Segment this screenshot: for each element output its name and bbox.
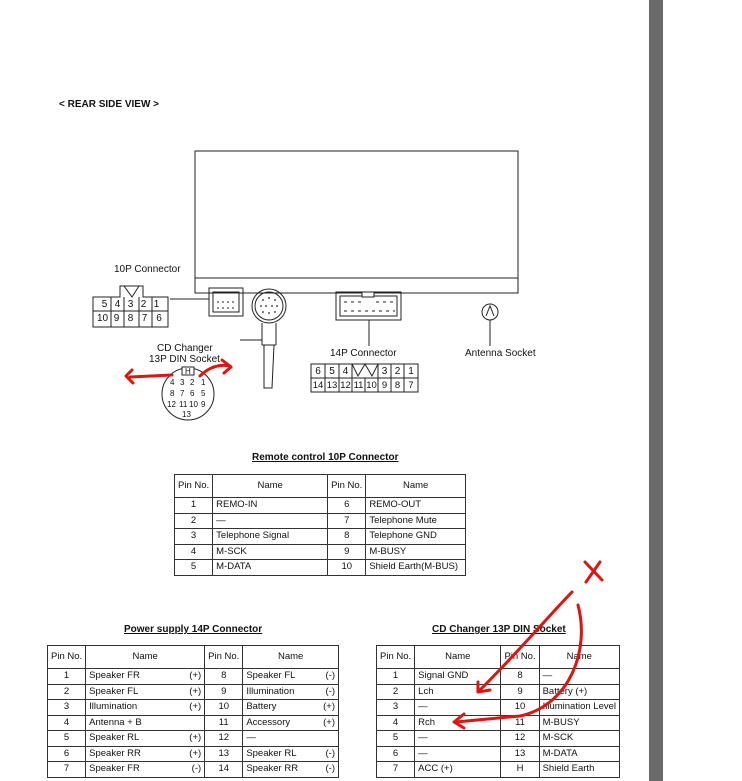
- cd-table: [376, 645, 620, 778]
- name-cell: Telephone GND: [366, 529, 466, 545]
- col-pin: Pin No.: [377, 646, 415, 669]
- name-cell: Shield Earth: [539, 762, 619, 778]
- p10-pin: 9: [113, 313, 120, 324]
- p10-top-pins: [98, 299, 168, 310]
- head-unit-body: [195, 151, 518, 293]
- p14-pin: 7: [408, 380, 414, 391]
- table-row: [48, 715, 339, 731]
- p10-bottom-pins: [95, 313, 169, 324]
- din-pin: 10: [189, 400, 198, 409]
- din-pin: 13: [182, 410, 191, 419]
- din-pin: 11: [179, 400, 188, 409]
- p14-pin: 8: [394, 380, 401, 391]
- pin-cell: 9: [328, 544, 366, 560]
- name-cell: [86, 684, 205, 700]
- name-cell: M-BUSY: [539, 715, 619, 731]
- name-cell: [243, 700, 339, 716]
- pin-cell: 11: [501, 715, 539, 731]
- name-cell: REMO-OUT: [366, 498, 466, 514]
- table-row: [377, 762, 620, 778]
- polarity: (+): [189, 732, 202, 744]
- name-cell: Lch: [415, 684, 501, 700]
- pin-cell: 6: [328, 498, 366, 514]
- name-cell: [86, 700, 205, 716]
- p14-pin: 13: [326, 380, 338, 391]
- p10-pin: 5: [101, 299, 108, 310]
- name-cell: Telephone Mute: [366, 513, 466, 529]
- cd-cable: [264, 345, 274, 388]
- pin-cell: 2: [377, 684, 415, 700]
- din-pin: H: [185, 367, 191, 376]
- col-name: Name: [539, 646, 619, 669]
- name-cell: M-DATA: [213, 560, 328, 576]
- col-pin: Pin No.: [205, 646, 243, 669]
- pin-cell: 4: [48, 715, 86, 731]
- name-text: Illumination: [89, 701, 138, 713]
- din-pin: 7: [180, 389, 185, 398]
- table-row: [48, 684, 339, 700]
- p14-pin: 2: [394, 366, 401, 377]
- name-cell: [243, 715, 339, 731]
- table-row: [48, 746, 339, 762]
- pin-cell: 10: [205, 700, 243, 716]
- power-table-title: Power supply 14P Connector: [124, 624, 263, 635]
- table-row: [377, 700, 620, 716]
- name-cell: —: [415, 700, 501, 716]
- name-text: Antenna + B: [89, 716, 142, 728]
- p14-top-pins: [311, 366, 418, 377]
- table-row: [377, 746, 620, 762]
- table-row: [377, 684, 620, 700]
- col-name: Name: [415, 646, 501, 669]
- polarity: (-): [325, 685, 335, 697]
- antenna-label: Antenna Socket: [465, 348, 536, 359]
- name-cell: [86, 715, 205, 731]
- p14-pin: 5: [329, 366, 335, 377]
- polarity: (-): [325, 747, 335, 759]
- name-text: Speaker FR: [89, 763, 140, 775]
- pin-cell: 3: [175, 529, 213, 545]
- col-name: Name: [213, 475, 328, 498]
- pin-cell: 7: [377, 762, 415, 778]
- p14-pin: 4: [342, 366, 349, 377]
- table-row: [48, 762, 339, 778]
- name-cell: Shield Earth(M-BUS): [366, 560, 466, 576]
- table-row: [175, 529, 466, 545]
- pin-cell: 5: [48, 731, 86, 747]
- pin-cell: 13: [501, 746, 539, 762]
- name-cell: M-DATA: [539, 746, 619, 762]
- p14-bottom-pins: [311, 380, 418, 391]
- name-cell: ACC (+): [415, 762, 501, 778]
- cd-table-title: CD Changer 13P DIN Socket: [432, 624, 566, 635]
- p14-pin: 14: [312, 380, 324, 391]
- p10-pin: 1: [153, 299, 160, 310]
- din-pin-face: [160, 366, 216, 422]
- table-row: [377, 731, 620, 747]
- pin-cell: 11: [205, 715, 243, 731]
- din-pin: 2: [190, 378, 195, 387]
- col-name: Name: [366, 475, 466, 498]
- name-cell: Signal GND: [415, 669, 501, 685]
- polarity: (+): [189, 670, 202, 682]
- name-cell: [243, 731, 339, 747]
- table-row: [175, 513, 466, 529]
- polarity: (+): [189, 747, 202, 759]
- polarity: (-): [325, 763, 335, 775]
- name-cell: [243, 762, 339, 778]
- power-table: [47, 645, 339, 778]
- window-edge: [649, 0, 742, 781]
- p14-pin: 9: [381, 380, 388, 391]
- name-cell: [86, 746, 205, 762]
- col-pin: Pin No.: [48, 646, 86, 669]
- p14-pin: 12: [340, 380, 351, 391]
- p10-pin: 4: [114, 299, 121, 310]
- pin-cell: 12: [501, 731, 539, 747]
- remote-table-title: Remote control 10P Connector: [252, 452, 399, 463]
- p10-pin: 8: [127, 313, 134, 324]
- name-text: Speaker RR: [246, 763, 299, 775]
- col-pin: Pin No.: [501, 646, 539, 669]
- name-cell: —: [415, 731, 501, 747]
- pin-cell: 12: [205, 731, 243, 747]
- name-text: Speaker FR: [89, 670, 140, 682]
- col-name: Name: [86, 646, 205, 669]
- din-pin: 1: [201, 378, 206, 387]
- remote-table: [174, 474, 466, 576]
- pin-cell: 1: [175, 498, 213, 514]
- cd-label-line2: 13P DIN Socket: [149, 354, 220, 365]
- scrollbar[interactable]: [649, 0, 663, 781]
- name-text: Speaker RL: [246, 747, 297, 759]
- polarity: (-): [325, 670, 335, 682]
- table-row: [377, 715, 620, 731]
- name-cell: Battery (+): [539, 684, 619, 700]
- din-pin: 12: [167, 400, 176, 409]
- name-cell: M-SCK: [539, 731, 619, 747]
- polarity: (+): [189, 701, 202, 713]
- din-pin: 6: [190, 389, 195, 398]
- p10-pin: 2: [140, 299, 147, 310]
- pin-cell: 5: [175, 560, 213, 576]
- pin-cell: 8: [205, 669, 243, 685]
- col-pin: Pin No.: [328, 475, 366, 498]
- p14-pin: 6: [315, 366, 321, 377]
- pin-cell: H: [501, 762, 539, 778]
- pin-cell: 4: [377, 715, 415, 731]
- name-cell: M-BUSY: [366, 544, 466, 560]
- pin-cell: 1: [377, 669, 415, 685]
- polarity: (+): [323, 701, 335, 713]
- col-pin: Pin No.: [175, 475, 213, 498]
- pin-cell: 9: [501, 684, 539, 700]
- pin-cell: 13: [205, 746, 243, 762]
- p10-label: 10P Connector: [114, 264, 181, 275]
- pin-cell: 8: [501, 669, 539, 685]
- pin-cell: 3: [48, 700, 86, 716]
- name-cell: Rch: [415, 715, 501, 731]
- p14-pin: 3: [381, 366, 388, 377]
- cd-din-socket: [252, 289, 286, 323]
- red-cross-mark: [585, 562, 602, 580]
- pin-cell: 7: [48, 762, 86, 778]
- col-name: Name: [243, 646, 339, 669]
- name-cell: [86, 669, 205, 685]
- table-row: [175, 498, 466, 514]
- pin-cell: 14: [205, 762, 243, 778]
- name-cell: M-SCK: [213, 544, 328, 560]
- name-cell: [86, 762, 205, 778]
- name-text: Speaker RL: [89, 732, 140, 744]
- pin-cell: 5: [377, 731, 415, 747]
- pin-cell: 9: [205, 684, 243, 700]
- name-cell: [243, 746, 339, 762]
- name-text: Speaker RR: [89, 747, 141, 759]
- pin-cell: 6: [377, 746, 415, 762]
- table-row: [48, 669, 339, 685]
- din-pin: 4: [170, 378, 175, 387]
- name-cell: —: [213, 513, 328, 529]
- table-row: [48, 700, 339, 716]
- pin-cell: 10: [501, 700, 539, 716]
- p14-pin: [352, 366, 378, 377]
- pin-cell: 8: [328, 529, 366, 545]
- name-cell: —: [415, 746, 501, 762]
- cd-label-line1: CD Changer: [157, 343, 213, 354]
- p10-pin: 6: [156, 313, 162, 324]
- pin-cell: 10: [328, 560, 366, 576]
- name-cell: [86, 731, 205, 747]
- p14-label: 14P Connector: [330, 348, 397, 359]
- name-text: —: [246, 732, 256, 744]
- p10-pin: 3: [127, 299, 134, 310]
- name-cell: REMO-IN: [213, 498, 328, 514]
- rear-view-title: < REAR SIDE VIEW >: [59, 99, 160, 110]
- table-row: [175, 560, 466, 576]
- pin-cell: 4: [175, 544, 213, 560]
- p14-pin: 1: [408, 366, 414, 377]
- pin-cell: 6: [48, 746, 86, 762]
- pin-cell: 1: [48, 669, 86, 685]
- name-text: Illumination: [246, 685, 295, 697]
- pin-cell: 7: [328, 513, 366, 529]
- din-pin: 8: [170, 389, 175, 398]
- name-cell: [243, 684, 339, 700]
- din-pin: 9: [201, 400, 206, 409]
- polarity: (+): [323, 716, 335, 728]
- table-row: [48, 731, 339, 747]
- pin-cell: 2: [175, 513, 213, 529]
- polarity: (-): [191, 763, 202, 775]
- p10-pin: 10: [96, 313, 109, 324]
- pin-cell: 3: [377, 700, 415, 716]
- name-text: Battery: [246, 701, 277, 713]
- name-text: Speaker FL: [246, 670, 296, 682]
- name-cell: —: [539, 669, 619, 685]
- name-cell: [243, 669, 339, 685]
- name-text: Accessory: [246, 716, 291, 728]
- table-row: [377, 669, 620, 685]
- p10-pin: 7: [141, 313, 148, 324]
- name-text: Speaker FL: [89, 685, 139, 697]
- p14-pin: 11: [353, 380, 364, 391]
- pin-cell: 2: [48, 684, 86, 700]
- name-cell: Telephone Signal: [213, 529, 328, 545]
- table-row: [175, 544, 466, 560]
- din-pin: 3: [180, 378, 185, 387]
- name-cell: Illumination Level: [539, 700, 619, 716]
- din-pin: 5: [201, 389, 206, 398]
- polarity: (+): [189, 685, 202, 697]
- p14-pin: 10: [366, 380, 377, 391]
